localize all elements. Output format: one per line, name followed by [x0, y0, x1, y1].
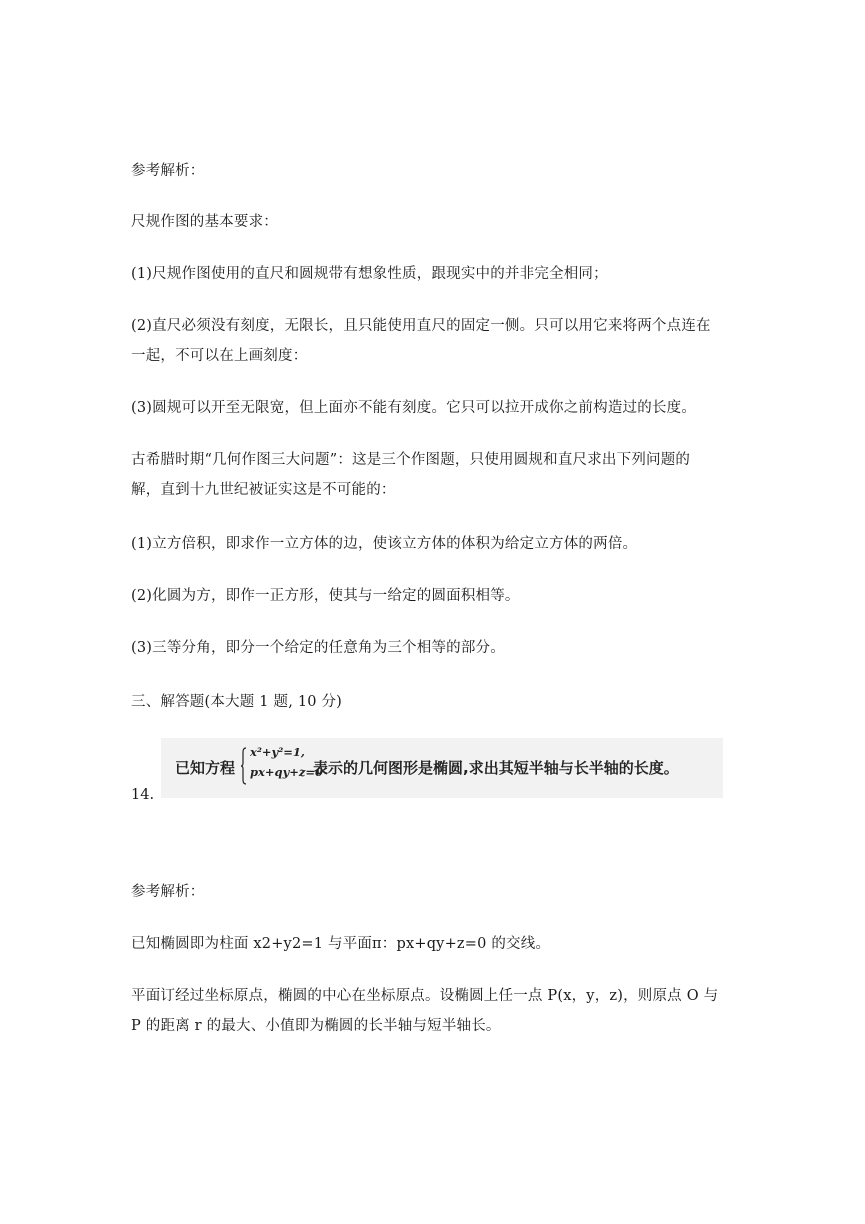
brace-icon — [241, 747, 247, 785]
paragraph-problem-2: (2)化圆为方，即作一正方形，使其与一给定的圆面积相等。 — [131, 588, 520, 604]
question-lead-text: 已知方程 — [175, 759, 236, 777]
question-tail-text: 表示的几何图形是椭圆,求出其短半轴与长半轴的长度。 — [313, 759, 679, 777]
equation-row-1: x²+y²=1, — [250, 745, 305, 759]
paragraph-requirement-2-line2: 一起，不可以在上画刻度： — [131, 348, 308, 364]
question-number: 14. — [131, 787, 155, 803]
paragraph-requirements-title: 尺规作图的基本要求： — [131, 214, 278, 230]
paragraph-requirement-2-line1: (2)直尺必须没有刻度，无限长，且只能使用直尺的固定一侧。只可以用它来将两个点连在 — [131, 318, 711, 334]
paragraph-three-problems-line1: 古希腊时期“几何作图三大问题”：这是三个作图题，只使用圆规和直尺求出下列问题的 — [131, 452, 691, 468]
answer-heading: 参考解析： — [131, 884, 205, 900]
paragraph-requirement-1: (1)尺规作图使用的直尺和圆规带有想象性质，跟现实中的并非完全相同； — [131, 266, 608, 282]
answer-paragraph-2-line1: 平面订经过坐标原点，椭圆的中心在坐标原点。设椭圆上任一点 P(x，y，z)，则原点 O 与 — [131, 988, 719, 1004]
section-heading: 三、解答题(本大题 1 题, 10 分) — [131, 694, 343, 710]
paragraph-requirement-3: (3)圆规可以开至无限宽，但上面亦不能有刻度。它只可以拉开成你之前构造过的长度。 — [131, 400, 697, 416]
equation-row-2: px+qy+z=0 — [250, 765, 324, 779]
answer-paragraph-1: 已知椭圆即为柱面 x2+y2=1 与平面π：px+qy+z=0 的交线。 — [131, 936, 551, 952]
paragraph-problem-1: (1)立方倍积，即求作一立方体的边，使该立方体的体积为给定立方体的两倍。 — [131, 536, 638, 552]
paragraph-problem-3: (3)三等分角，即分一个给定的任意角为三个相等的部分。 — [131, 640, 505, 656]
paragraph-three-problems-line2: 解，直到十九世纪被证实这是不可能的： — [131, 482, 396, 498]
answer-paragraph-2-line2: P 的距离 r 的最大、小值即为椭圆的长半轴与短半轴长。 — [131, 1018, 501, 1034]
question-image — [161, 738, 723, 798]
explanation-heading: 参考解析： — [131, 163, 205, 179]
